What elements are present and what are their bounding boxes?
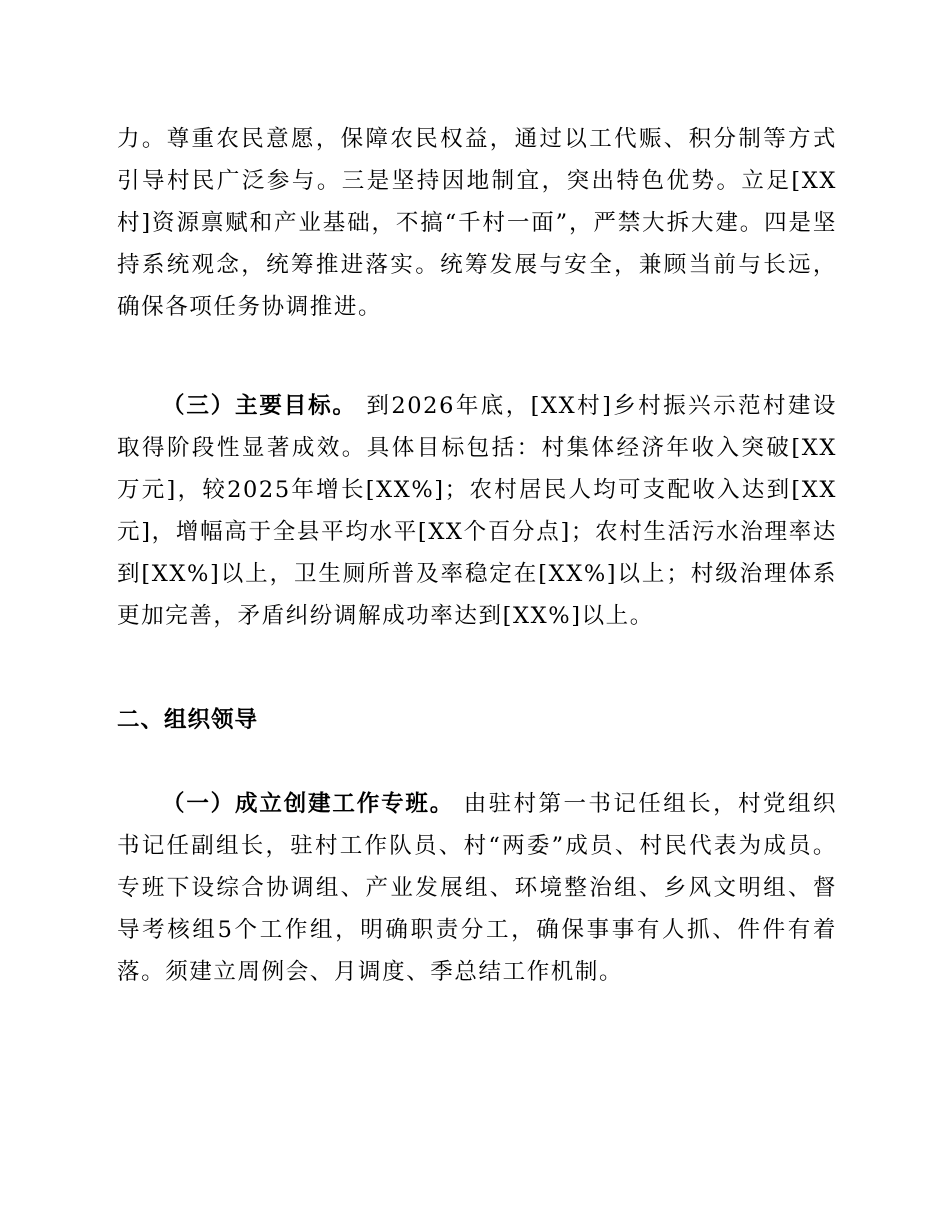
- paragraph-lead-work-team: （一）成立创建工作专班。: [162, 791, 455, 817]
- paragraph-body-main-goals: 到2026年底，[XX村]乡村振兴示范村建设取得阶段性显著成效。具体目标包括：村集体经济年收入突破[XX万元]，较2025年增长[XX%]；农村居民人均可支配收入达到[XX元]，增幅高于全县平均水平[XX个百分点]；农村生活污水治理率达到[XX%]以上，卫生厕所普及率稳定在[XX%]以上；村级治理体系更加完善，矛盾纠纷调解成功率达到[XX%]以上。: [117, 393, 837, 629]
- paragraph-main-goals: [117, 385, 837, 637]
- paragraph-work-team: [117, 783, 837, 993]
- paragraph-lead-main-goals: （三）主要目标。: [162, 393, 357, 419]
- paragraph-principles-continued: 力。尊重农民意愿，保障农民权益，通过以工代赈、积分制等方式引导村民广泛参与。三是坚持因地制宜，突出特色优势。立足[XX村]资源禀赋和产业基础，不搞“千村一面”，严禁大拆大建。四是坚持系统观念，统筹推进落实。统筹发展与安全，兼顾当前与长远，确保各项任务协调推进。: [117, 126, 837, 320]
- paragraph-body-work-team: 由驻村第一书记任组长，村党组织书记任副组长，驻村工作队员、村“两委”成员、村民代表为成员。专班下设综合协调组、产业发展组、环境整治组、乡风文明组、督导考核组5个工作组，明确职责分工，确保事事有人抓、件件有着落。须建立周例会、月调度、季总结工作机制。: [117, 791, 837, 985]
- section-heading-organization: 二、组织领导: [117, 707, 259, 733]
